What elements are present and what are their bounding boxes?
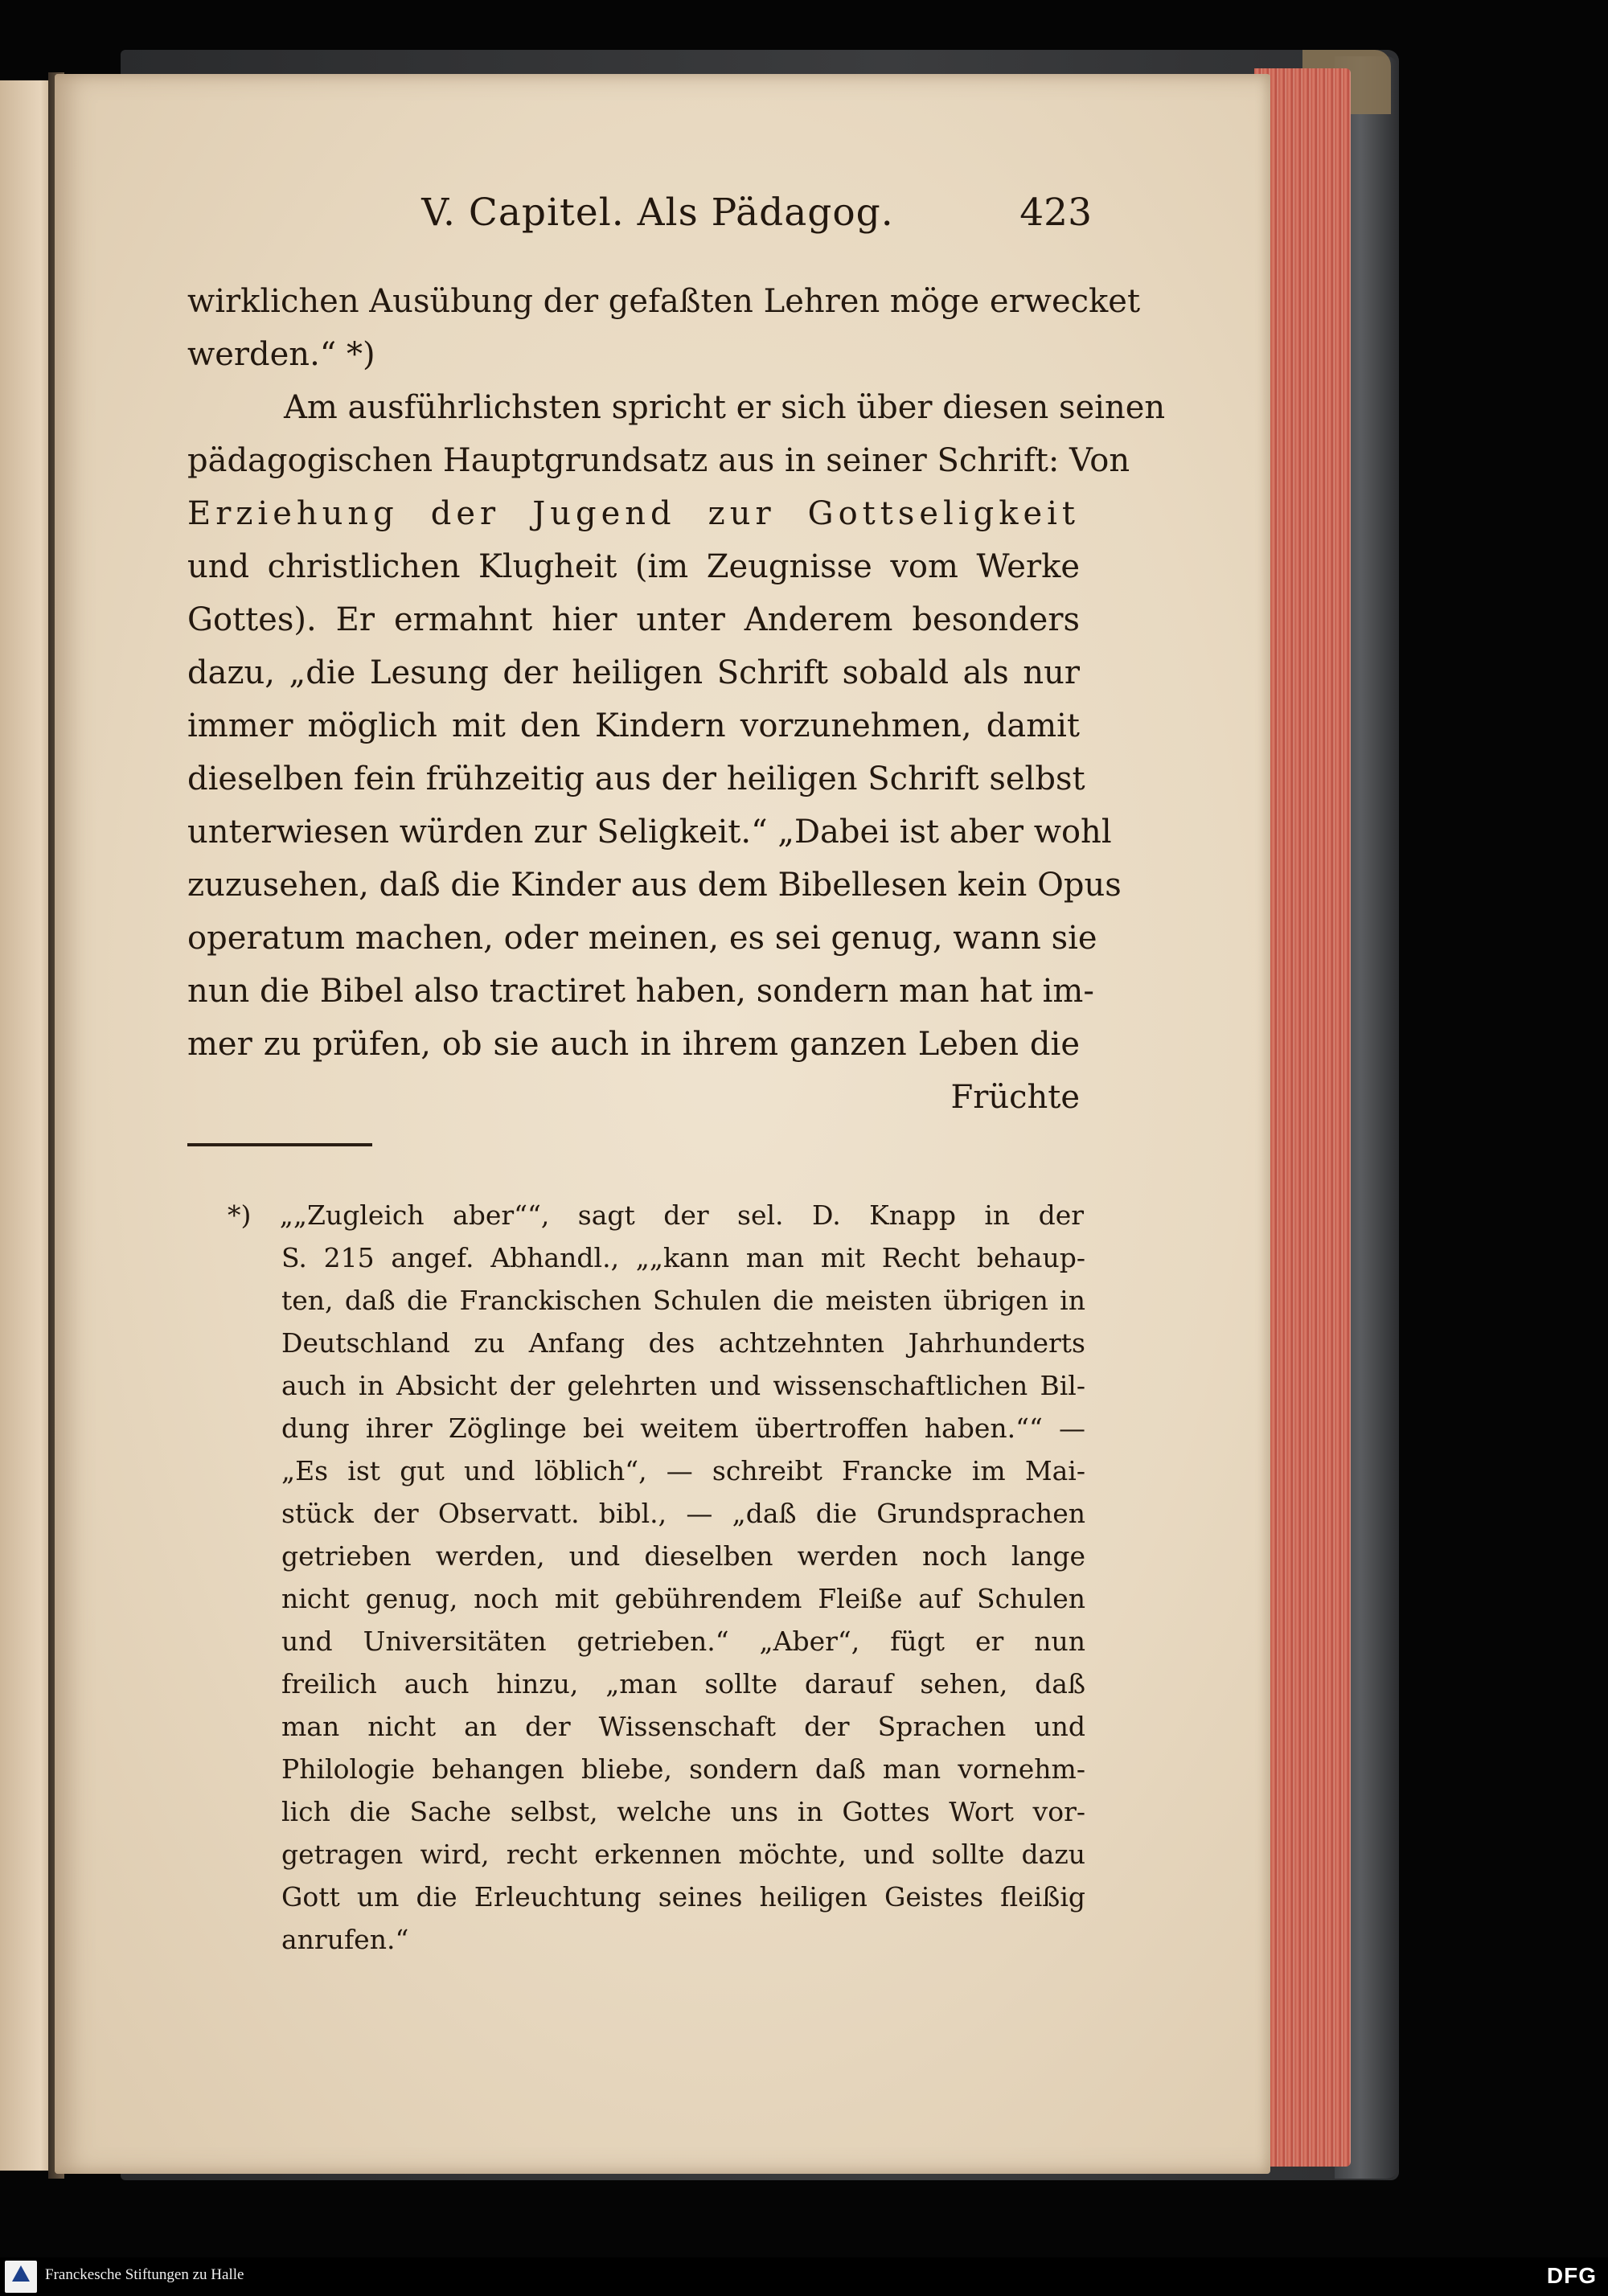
footnote-line: dung ihrer Zöglinge bei weitem übertroffen haben.““ —: [281, 1412, 1085, 1444]
institution-logo-icon: [5, 2261, 37, 2293]
running-head: V. Capitel. Als Pädagog.: [421, 191, 894, 235]
body-line: dieselben fein frühzeitig aus der heiligen Schrift selbst: [187, 761, 1085, 797]
body-line: pädagogischen Hauptgrundsatz aus in seiner Schrift: Von: [187, 442, 1130, 479]
footnote-line: stück der Observatt. bibl., — „daß die Grundsprachen: [281, 1498, 1085, 1529]
body-line: werden.“ *): [187, 336, 375, 373]
body-line: operatum machen, oder meinen, es sei genug, wann sie: [187, 920, 1097, 957]
body-line: Am ausführlichsten spricht er sich über diesen seinen: [284, 389, 1166, 426]
body-line: Gottes). Er ermahnt hier unter Anderem besonders: [187, 601, 1080, 638]
footnote-line: auch in Absicht der gelehrten und wissenschaftlichen Bil-: [281, 1370, 1085, 1401]
footnote-line: S. 215 angef. Abhandl., „„kann man mit Recht behaup-: [281, 1242, 1085, 1273]
body-line: mer zu prüfen, ob sie auch in ihrem ganzen Leben die: [187, 1026, 1080, 1063]
footnote-rule: [187, 1143, 372, 1146]
body-line: wirklichen Ausübung der gefaßten Lehren möge erwecket: [187, 283, 1141, 320]
institution-name: Franckesche Stiftungen zu Halle: [45, 2266, 244, 2283]
catchword: Früchte: [950, 1079, 1080, 1116]
dfg-logo: DFG: [1546, 2263, 1597, 2288]
body-line: dazu, „die Lesung der heiligen Schrift sobald als nur: [187, 654, 1080, 691]
footnote-line: *) „„Zugleich aber““, sagt der sel. D. Knapp in der: [228, 1199, 1084, 1231]
footnote-line: Gott um die Erleuchtung seines heiligen Geistes fleißig: [281, 1881, 1085, 1913]
body-line: Erziehung der Jugend zur Gottseligkeit: [187, 495, 1080, 532]
footnote-line: getragen wird, recht erkennen möchte, und sollte dazu: [281, 1839, 1085, 1870]
footnote-line: freilich auch hinzu, „man sollte darauf sehen, daß: [281, 1668, 1085, 1699]
footnote-line: Deutschland zu Anfang des achtzehnten Jahrhunderts: [281, 1327, 1085, 1359]
body-line: nun die Bibel also tractiret haben, sondern man hat im-: [187, 973, 1094, 1010]
body-line: und christlichen Klugheit (im Zeugnisse vom Werke: [187, 548, 1080, 585]
footnote-line: man nicht an der Wissenschaft der Sprachen und: [281, 1711, 1085, 1742]
footnote-line: Philologie behangen bliebe, sondern daß man vornehm-: [281, 1753, 1085, 1785]
page-number: 423: [1019, 191, 1092, 235]
body-line: unterwiesen würden zur Seligkeit.“ „Dabei ist aber wohl: [187, 814, 1112, 851]
body-line: immer möglich mit den Kindern vorzunehmen, damit: [187, 707, 1080, 744]
footnote-line: „Es ist gut und löblich“, — schreibt Francke im Mai-: [281, 1455, 1085, 1486]
footnote-line: und Universitäten getrieben.“ „Aber“, fügt er nun: [281, 1626, 1085, 1657]
footnote-line: anrufen.“: [281, 1924, 409, 1955]
body-line: zuzusehen, daß die Kinder aus dem Bibellesen kein Opus: [187, 867, 1122, 904]
footnote-line: ten, daß die Franckischen Schulen die meisten übrigen in: [281, 1285, 1085, 1316]
footnote-line: getrieben werden, und dieselben werden noch lange: [281, 1540, 1085, 1572]
footnote-line: lich die Sache selbst, welche uns in Gottes Wort vor-: [281, 1796, 1085, 1827]
footnote-line: nicht genug, noch mit gebührendem Fleiße auf Schulen: [281, 1583, 1085, 1614]
book-page: [55, 74, 1270, 2174]
viewer-footer: [0, 2257, 1608, 2296]
